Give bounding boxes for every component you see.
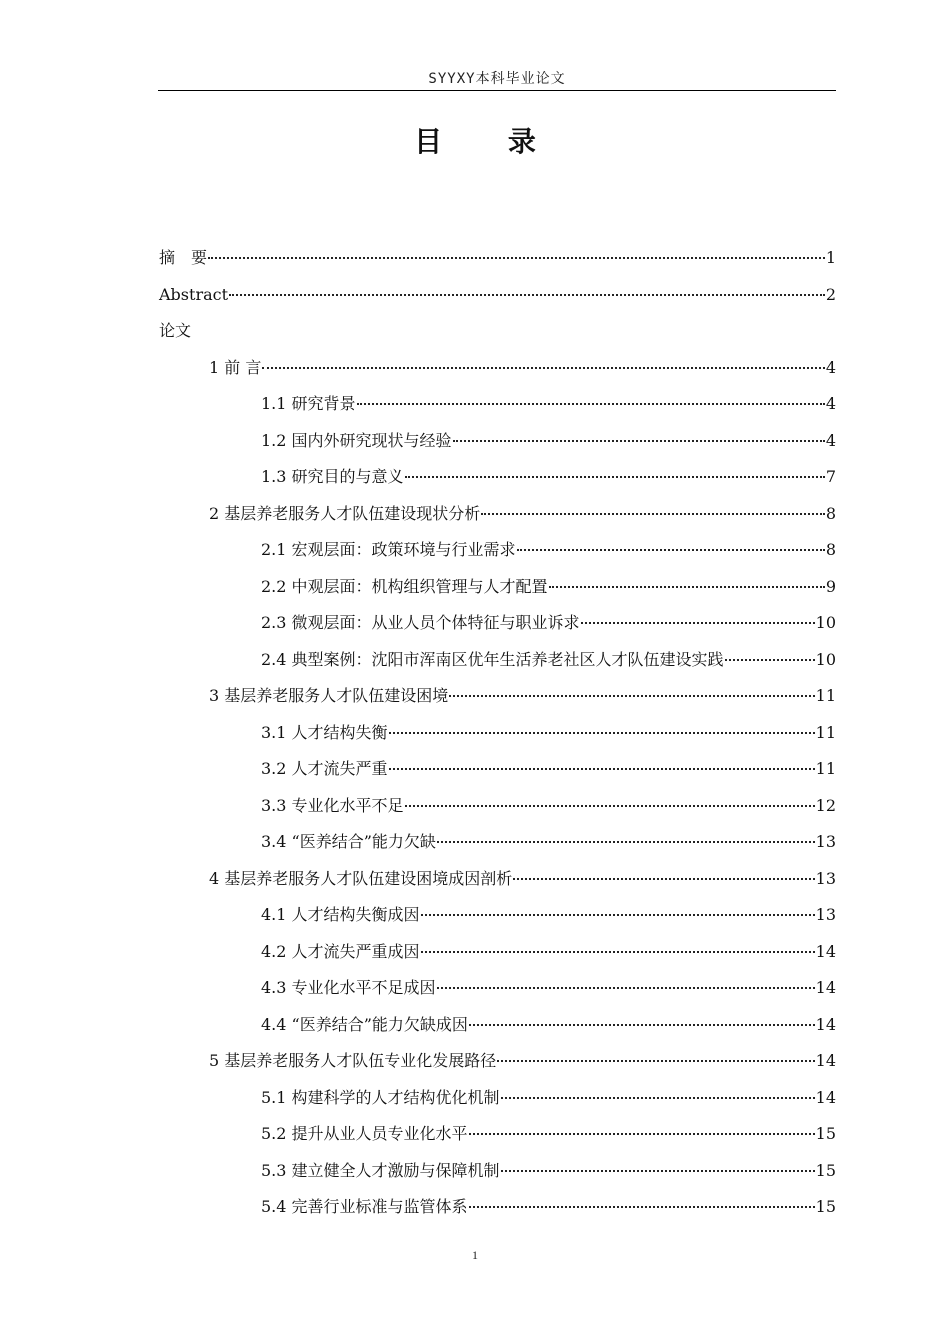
toc-entry[interactable] xyxy=(159,318,836,344)
toc-entry[interactable] xyxy=(261,720,836,746)
toc-entry[interactable] xyxy=(261,1085,836,1111)
toc-entry[interactable] xyxy=(261,391,836,417)
toc-entry-label: 4.1 人才结构失衡成因 xyxy=(261,905,420,924)
toc-dot-leader xyxy=(513,878,814,880)
toc-dot-leader xyxy=(725,659,815,661)
toc-dot-leader xyxy=(437,987,815,989)
toc-entry[interactable] xyxy=(209,1048,836,1074)
toc-entry-label: 2 基层养老服务人才队伍建设现状分析 xyxy=(209,503,481,523)
toc-entry-page: 1 xyxy=(825,248,836,267)
toc-dot-leader xyxy=(501,1097,815,1099)
toc-dot-leader xyxy=(453,440,825,442)
toc-dot-leader xyxy=(517,549,825,551)
toc-entry-page: 15 xyxy=(815,1124,836,1143)
toc-entry-page: 15 xyxy=(815,1197,836,1216)
toc-entry-page: 9 xyxy=(825,576,836,596)
toc-dot-leader xyxy=(389,732,815,734)
toc-entry[interactable] xyxy=(159,245,836,271)
toc-dot-leader xyxy=(481,513,825,515)
toc-dot-leader xyxy=(581,622,815,624)
toc-entry-page: 14 xyxy=(815,1087,836,1107)
toc-entry[interactable] xyxy=(261,647,836,673)
toc-dot-leader xyxy=(469,1133,815,1135)
toc-entry-label: 2.2 中观层面：机构组织管理与人才配置 xyxy=(261,576,548,596)
running-header: SYYXY本科毕业论文 xyxy=(428,71,566,87)
page-number: 1 xyxy=(472,1248,478,1262)
toc-entry[interactable] xyxy=(261,975,836,1001)
toc-entry[interactable] xyxy=(261,1194,836,1220)
toc-entry-label: 5.1 构建科学的人才结构优化机制 xyxy=(261,1087,500,1107)
toc-entry-page: 11 xyxy=(815,722,836,742)
toc-dot-leader xyxy=(549,586,825,588)
toc-entry[interactable] xyxy=(209,355,836,381)
toc-entry[interactable] xyxy=(261,428,836,454)
toc-dot-leader xyxy=(421,914,815,916)
toc-entry-label: 5.3 建立健全人才激励与保障机制 xyxy=(261,1160,500,1180)
toc-entry-page: 7 xyxy=(825,467,836,486)
toc-entry-page: 13 xyxy=(815,905,836,924)
toc-entry-label: 5.4 完善行业标准与监管体系 xyxy=(261,1197,468,1216)
toc-entry-page: 13 xyxy=(815,832,836,851)
toc-entry[interactable] xyxy=(261,1012,836,1038)
toc-entry-label: 4.4 “医养结合”能力欠缺成因 xyxy=(261,1014,468,1034)
toc-entry-page: 14 xyxy=(815,1014,836,1034)
toc-dot-leader xyxy=(262,367,824,369)
toc-entry-label: 4 基层养老服务人才队伍建设困境成因剖析 xyxy=(209,868,513,888)
toc-entry[interactable] xyxy=(209,501,836,527)
toc-dot-leader xyxy=(229,294,825,296)
toc-entry-label: 摘 要 xyxy=(159,248,208,267)
toc-entry-page: 10 xyxy=(815,613,836,632)
toc-dot-leader xyxy=(357,403,825,405)
toc-entry[interactable] xyxy=(261,756,836,782)
toc-entry-page: 8 xyxy=(825,540,836,559)
toc-entry-label: 论文 xyxy=(159,321,192,340)
toc-entry[interactable] xyxy=(261,793,836,819)
toc-entry-page: 12 xyxy=(815,795,836,815)
toc-dot-leader xyxy=(389,768,815,770)
toc-entry[interactable] xyxy=(261,610,836,636)
header-rule xyxy=(158,90,836,91)
toc-entry-label: 3.2 人才流失严重 xyxy=(261,759,388,778)
toc-entry-label: 5 基层养老服务人才队伍专业化发展路径 xyxy=(209,1051,497,1070)
toc-dot-leader xyxy=(208,257,825,259)
toc-entry[interactable] xyxy=(261,464,836,490)
toc-entry[interactable] xyxy=(209,866,836,892)
toc-entry-page: 10 xyxy=(815,649,836,669)
toc-entry-label: 3 基层养老服务人才队伍建设困境 xyxy=(209,686,449,705)
toc-entry-page: 14 xyxy=(815,978,836,997)
toc-entry[interactable] xyxy=(261,829,836,855)
toc-entry-page: 4 xyxy=(825,394,836,413)
toc-entry-label: 4.3 专业化水平不足成因 xyxy=(261,978,436,997)
toc-entry[interactable] xyxy=(261,574,836,600)
toc-entry-label: 3.3 专业化水平不足 xyxy=(261,795,404,815)
toc-dot-leader xyxy=(405,805,815,807)
toc-entry-label: 1.2 国内外研究现状与经验 xyxy=(261,430,452,450)
toc-entry-page: 4 xyxy=(825,357,836,377)
toc-dot-leader xyxy=(469,1206,815,1208)
toc-entry[interactable] xyxy=(261,1121,836,1147)
toc-entry-label: 4.2 人才流失严重成因 xyxy=(261,941,420,961)
toc-entry-label: 1.3 研究目的与意义 xyxy=(261,467,404,486)
toc-entry[interactable] xyxy=(261,902,836,928)
toc-entry[interactable] xyxy=(159,282,836,308)
toc-entry[interactable] xyxy=(261,1158,836,1184)
toc-entry-page: 4 xyxy=(825,430,836,450)
toc-entry-label: 3.1 人才结构失衡 xyxy=(261,722,388,742)
toc-entry-page: 15 xyxy=(815,1160,836,1180)
toc-entry-page: 14 xyxy=(815,1051,836,1070)
toc-entry[interactable] xyxy=(261,939,836,965)
toc-dot-leader xyxy=(405,476,825,478)
toc-dot-leader xyxy=(469,1024,815,1026)
toc-entry[interactable] xyxy=(209,683,836,709)
toc-entry[interactable] xyxy=(261,537,836,563)
toc-entry-label: 2.1 宏观层面：政策环境与行业需求 xyxy=(261,540,516,559)
toc-entry-label: 2.4 典型案例：沈阳市浑南区优年生活养老社区人才队伍建设实践 xyxy=(261,649,724,669)
toc-entry-label: Abstract xyxy=(159,284,229,304)
toc-entry-page: 8 xyxy=(825,503,836,523)
toc-entry-label: 1.1 研究背景 xyxy=(261,394,356,413)
toc-entry-label: 2.3 微观层面：从业人员个体特征与职业诉求 xyxy=(261,613,580,632)
toc-dot-leader xyxy=(437,841,815,843)
toc-entry-page: 11 xyxy=(815,686,836,705)
toc-dot-leader xyxy=(449,695,814,697)
toc-entry-label: 3.4 “医养结合”能力欠缺 xyxy=(261,832,436,851)
toc-entry-page: 11 xyxy=(815,759,836,778)
toc-entry-label: 5.2 提升从业人员专业化水平 xyxy=(261,1124,468,1143)
toc-dot-leader xyxy=(421,951,815,953)
toc-dot-leader xyxy=(501,1170,815,1172)
toc-dot-leader xyxy=(497,1060,814,1062)
toc-entry-page: 14 xyxy=(815,941,836,961)
toc-entry-page: 13 xyxy=(815,868,836,888)
toc-title: 目 录 xyxy=(414,125,564,158)
toc-entry-label: 1 前 言 xyxy=(209,357,262,377)
toc-entry-page: 2 xyxy=(825,284,836,304)
